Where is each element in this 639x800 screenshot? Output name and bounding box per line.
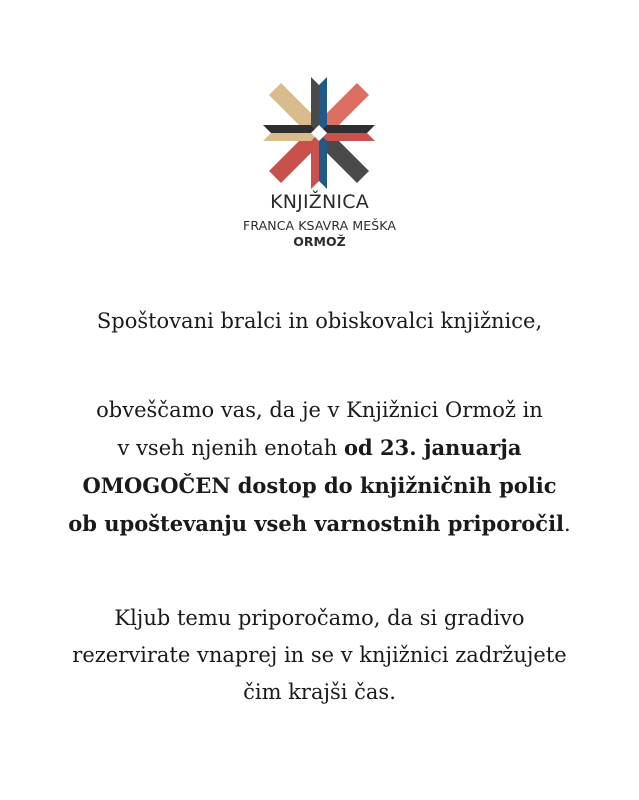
greeting — [0, 303, 639, 340]
star-emblem-icon — [262, 76, 376, 190]
library-name: KNJIŽNICA — [270, 191, 369, 213]
library-subtitle: FRANCA KSAVRA MEŠKA — [243, 218, 396, 233]
library-town: ORMOŽ — [293, 234, 346, 249]
p1-line-2b: od 23. januarja — [344, 435, 522, 460]
notice-paragraph-2 — [0, 600, 639, 711]
p2-line-1: Kljub temu priporočamo, da si gradivo — [114, 606, 525, 630]
p1-line-4b: . — [564, 512, 571, 536]
p1-line-1: obveščamo vas, da je v Knjižnici Ormož in — [96, 398, 543, 422]
p1-line-4a: ob upoštevanju vseh varnostnih priporočil — [68, 511, 565, 536]
greeting-text: Spoštovani bralci in obiskovalci knjižnice, — [96, 309, 543, 333]
p1-line-2a: v vseh njenih enotah — [117, 436, 344, 460]
notice-paragraph-1 — [0, 392, 639, 543]
p2-line-2: rezervirate vnaprej in se v knjižnici zadržujete — [72, 643, 567, 667]
p2-line-3: čim krajši čas. — [243, 680, 396, 704]
p1-line-3: OMOGOČEN dostop do knjižničnih polic — [82, 473, 557, 498]
